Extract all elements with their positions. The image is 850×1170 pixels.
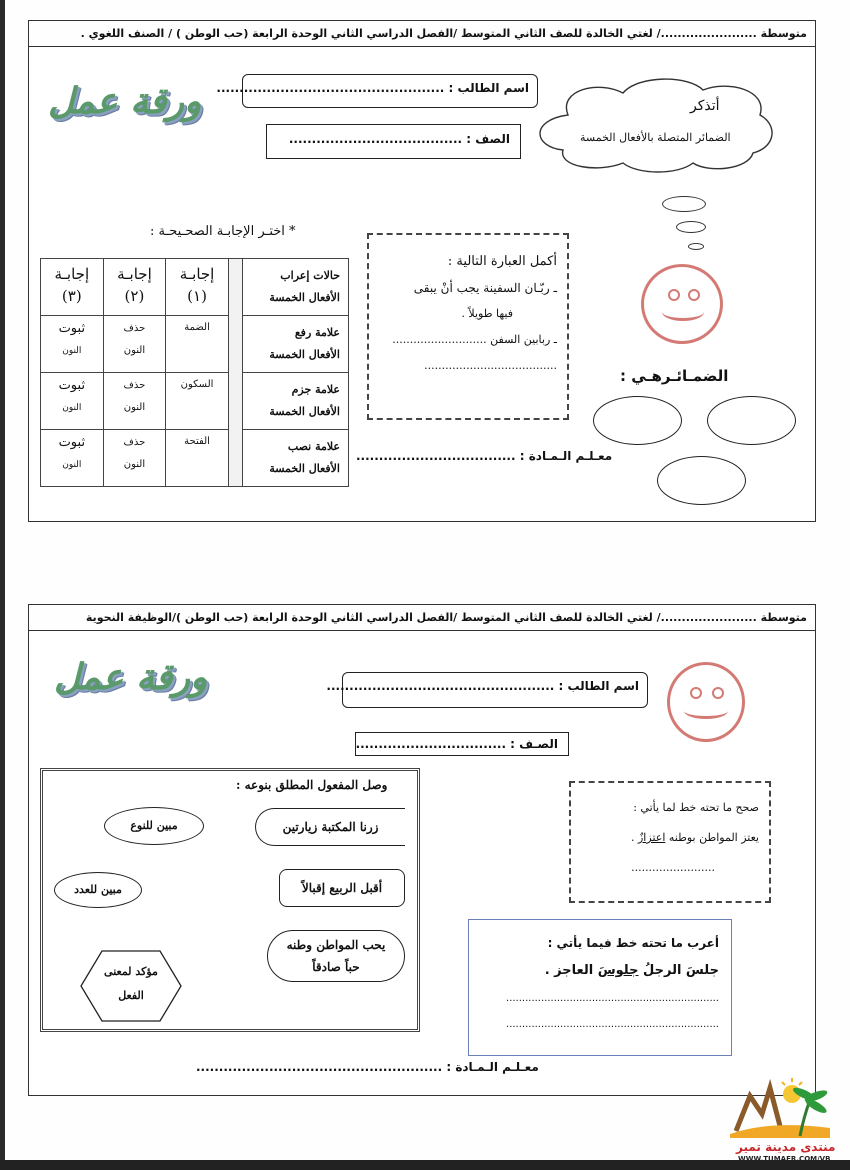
- thought-bubble: [676, 221, 706, 233]
- complete-answer-line[interactable]: ـ ربابين السفن ...........................: [392, 333, 557, 346]
- pronoun-answer-oval[interactable]: [707, 396, 796, 445]
- worksheet-2-header: متوسطة ......................./ لغتي الخالدة للصف الثاني المتوسط /الفصل الدراسي الثاني الوحدة الرابعة (حب الوطن )/الوظيفة النحوية: [28, 604, 816, 632]
- parse-heading: أعرب ما تحته خط فيما يأتي :: [547, 936, 719, 950]
- watermark-url[interactable]: WWW.TUMAER.COM/VB: [738, 1155, 831, 1163]
- table-header-answer-3: إجابـة (٣): [41, 259, 104, 316]
- thought-cloud-icon: [528, 75, 778, 175]
- answers-table: [40, 258, 349, 487]
- table-row: علامة جزم الأفعال الخمسة السكون حذف النون ثبوت النون: [41, 373, 349, 430]
- match-sentence-2[interactable]: أقبل الربيع إقبالاً: [279, 869, 405, 907]
- cloud-heading: أتذكر: [690, 98, 720, 114]
- teacher-field-1[interactable]: معـلـم الـمـادة : ...................................: [356, 449, 613, 463]
- correct-box: [569, 781, 771, 903]
- complete-sentence-box: [367, 233, 569, 420]
- parse-answer-line[interactable]: ...................................................................: [506, 993, 719, 1004]
- class-field-1[interactable]: الصف : ......................................: [266, 124, 521, 159]
- complete-line: ـ ربّـان السفينة يجب أنْ يبقى: [413, 281, 557, 295]
- match-sentence-3[interactable]: يحب المواطن وطنه حباً صادقاً: [267, 930, 405, 982]
- answer-option[interactable]: حذف النون: [103, 430, 166, 487]
- smiley-face-icon: [667, 662, 745, 742]
- answer-option[interactable]: السكون: [166, 373, 229, 430]
- answer-option[interactable]: ثبوت النون: [41, 373, 104, 430]
- choose-correct-label: * اختـر الإجابـة الصحـيحـة :: [150, 224, 296, 239]
- match-sentence-1[interactable]: زرنا المكتبة زيارتين: [255, 808, 405, 846]
- underlined-word: اعتزازٌ: [638, 831, 666, 844]
- match-type-2[interactable]: مبين للعدد: [54, 872, 142, 908]
- cloud-text: الضمائر المتصلة بالأفعال الخمسة: [580, 131, 731, 144]
- underlined-word: جلوسَ: [597, 963, 639, 978]
- class-field-2[interactable]: الصـف : .................................: [355, 732, 569, 756]
- parse-box: [468, 919, 732, 1056]
- answer-option[interactable]: الضمة: [166, 316, 229, 373]
- correct-heading: صحح ما تحته خط لما يأتي :: [633, 801, 759, 814]
- worksheet-1-title: ورقة عمل: [48, 80, 202, 122]
- match-type-1[interactable]: مبين للنوع: [104, 807, 204, 845]
- smiley-face-icon: [641, 264, 723, 344]
- answer-option[interactable]: حذف النون: [103, 316, 166, 373]
- table-header-answer-1: إجابـة (١): [166, 259, 229, 316]
- student-name-field-2[interactable]: اسم الطالب : ..................................................: [342, 672, 648, 708]
- complete-line: فيها طويلاً .: [461, 307, 513, 320]
- complete-heading: أكمل العبارة التالية :: [447, 254, 557, 269]
- watermark-name: منتدى مدينة تمير: [736, 1140, 836, 1154]
- answer-option[interactable]: ثبوت النون: [41, 316, 104, 373]
- complete-answer-line[interactable]: ......................................: [424, 359, 557, 372]
- pronoun-answer-oval[interactable]: [657, 456, 746, 505]
- scan-edge-left: [0, 0, 5, 1160]
- pronouns-label: الضمـائـرهـي :: [620, 367, 729, 385]
- correct-sentence: يعتز المواطن بوطنه اعتزازٌ .: [631, 831, 759, 844]
- table-row: علامة رفع الأفعال الخمسة الضمة حذف النون ثبوت النون: [41, 316, 349, 373]
- scan-edge-bottom: [0, 1160, 850, 1170]
- teacher-field-2[interactable]: معـلـم الـمـادة : ......................................................: [196, 1060, 539, 1074]
- table-divider: [228, 259, 242, 487]
- match-type-3[interactable]: مؤكد لمعنى الفعل: [104, 965, 158, 1002]
- student-name-field-1[interactable]: اسم الطالب : ..................................................: [242, 74, 538, 108]
- answer-option[interactable]: حذف النون: [103, 373, 166, 430]
- pronoun-answer-oval[interactable]: [593, 396, 682, 445]
- match-heading: وصل المفعول المطلق بنوعه :: [236, 778, 388, 792]
- answer-option[interactable]: الفتحة: [166, 430, 229, 487]
- tumaer-logo-icon: [730, 1076, 830, 1146]
- worksheet-1-header: متوسطة ......................./ لغتي الخالدة للصف الثاني المتوسط /الفصل الدراسي الثاني الوحدة الرابعة (حب الوطن ) / الصنف اللغوي .: [28, 20, 816, 48]
- answer-option[interactable]: ثبوت النون: [41, 430, 104, 487]
- thought-bubble: [662, 196, 706, 212]
- table-row: علامة نصب الأفعال الخمسة الفتحة حذف النون ثبوت النون: [41, 430, 349, 487]
- correct-answer-line[interactable]: ........................: [631, 861, 715, 874]
- parse-answer-line[interactable]: ...................................................................: [506, 1019, 719, 1030]
- table-header-answer-2: إجابـة (٢): [103, 259, 166, 316]
- table-header-states: حالات إعراب الأفعال الخمسة: [242, 259, 348, 316]
- parse-sentence: جلسَ الرجلُ جلوسَ العاجز .: [544, 963, 719, 978]
- thought-bubble: [688, 243, 704, 250]
- worksheet-2-title: ورقة عمل: [54, 656, 208, 698]
